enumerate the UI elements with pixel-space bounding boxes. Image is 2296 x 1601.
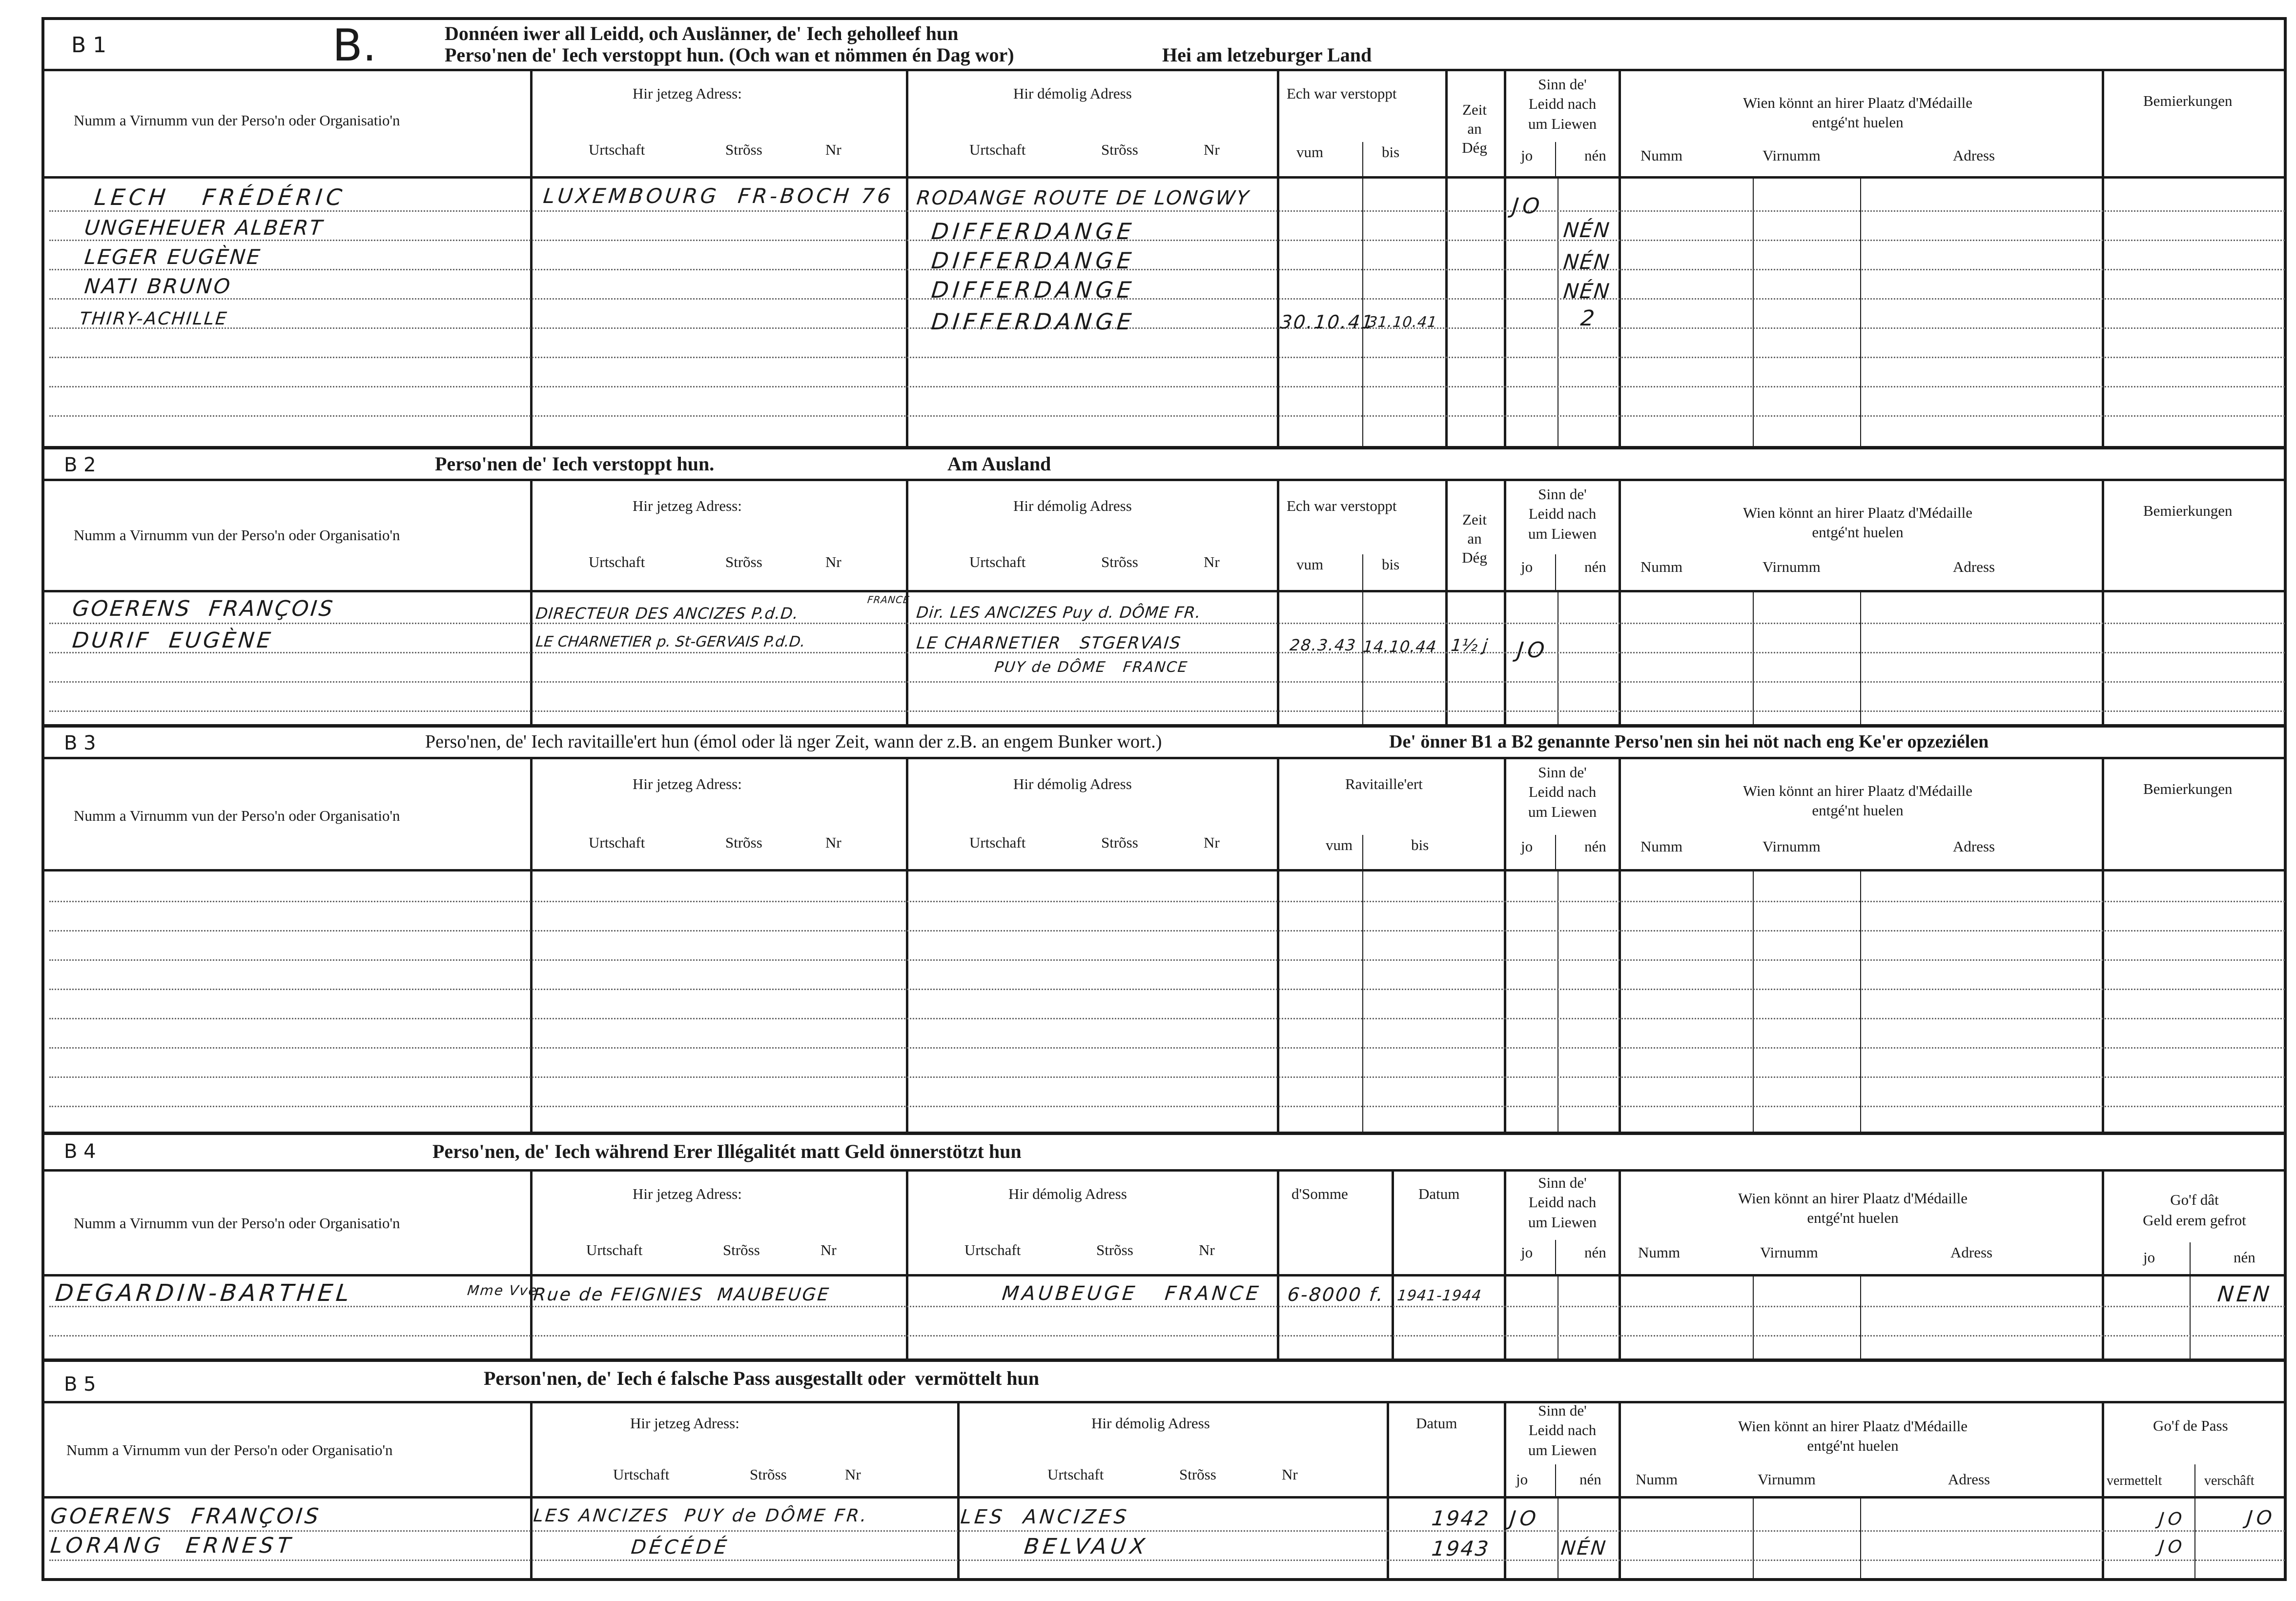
entry-name-sup: Mme Vve [466,1282,539,1298]
col-geld: Go'f dât Geld erem gefrot [2143,1191,2246,1229]
col-sinn: Sinn de' Leidd nach um Liewen [1528,1174,1597,1231]
col-adress: Adress [1948,1471,1990,1488]
entry-jo: JO [1516,638,1550,663]
col-urtschaft: Urtschaft [589,834,645,851]
col-numm2: Numm [1638,1244,1681,1261]
col-jo: jo [1516,1471,1528,1488]
col-nen: nén [1584,147,1606,164]
section-subtitle: Am Ausland [947,453,1051,475]
col-virnumm: Virnumm [1763,147,1821,164]
entry-datum: 1941-1944 [1396,1287,1482,1304]
col-jetzeg: Hir jetzeg Adress: [630,1415,739,1432]
col-medaille: Wien könnt an hirer Plaatz d'Médaille entgé'nt huelen [1742,94,1973,131]
col-nen: nén [1579,1471,1601,1488]
col-jo: jo [1521,1244,1533,1261]
col-bemierk: Bemierkungen [2143,502,2233,519]
entry-nen: NÉN [1562,218,1612,242]
entry-datum: 1943 [1430,1537,1491,1560]
entry-demolig: Dir. LES ANCIZES Puy d. DÔME FR. [915,603,1202,622]
col-urtschaft: Urtschaft [964,1241,1021,1258]
col-urtschaft: Urtschaft [586,1241,643,1258]
section-letter: B. [332,20,377,71]
col-nr: Nr [820,1241,837,1258]
col-stross: Strõss [1101,553,1138,570]
section-title: Perso'nen, de' Iech während Erer Illégalitét matt Geld önnerstötzt hun [432,1140,1022,1162]
section-b2 [41,446,2287,727]
entry-somme: 6-8000 f. [1286,1284,1386,1305]
col-somme: d'Somme [1292,1185,1348,1202]
entry-jetzeg-sup: FRANCE [866,594,910,606]
entry-vum: 30.10.41 [1279,311,1376,333]
col-virnumm: Virnumm [1760,1244,1818,1261]
col-virnumm: Virnumm [1758,1471,1816,1488]
section-code: B 4 [64,1140,96,1163]
entry-zeit: 1½ j [1450,636,1489,655]
section-note: De' önner B1 a B2 genannte Perso'nen sin hei nöt nach eng Ke'er opzeziélen [1389,731,1989,752]
col-demolig: Hir démolig Adress [1013,85,1132,102]
col-nr: Nr [1204,834,1220,851]
col-nr: Nr [1204,141,1220,158]
col-virnumm: Virnumm [1763,558,1821,575]
section-code: B 3 [64,732,96,754]
col-nr: Nr [825,834,841,851]
col-jo: jo [1521,838,1533,855]
section-title: Donnéen iwer all Leidd, och Auslänner, de' Iech geholleef hun [445,22,959,44]
entry-demolig: MAUBEUGE FRANCE [1001,1282,1263,1305]
col-jetzeg: Hir jetzeg Adress: [633,775,742,792]
entry-jo: JO [1508,1506,1541,1530]
entry-name: DEGARDIN-BARTHEL [54,1279,354,1307]
col-stross: Strõss [1101,834,1138,851]
entry-jetzeg: LES ANCIZES PUY de DÔME FR. [532,1506,870,1526]
col-bemierk: Bemierkungen [2143,780,2233,797]
col-geld-nen: nén [2234,1249,2255,1266]
section-code: B 2 [64,454,96,476]
entry-verschaft: JO [2245,1507,2277,1529]
col-sinn: Sinn de' Leidd nach um Liewen [1528,486,1597,542]
col-bis: bis [1382,556,1400,573]
entry-jetzeg: LE CHARNETIER p. St-GERVAIS P.d.D. [534,633,806,650]
col-bemierk: Bemierkungen [2143,92,2233,109]
entry-vermettelt: JO [2157,1537,2187,1557]
col-numm2: Numm [1640,838,1683,855]
col-jetzeg: Hir jetzeg Adress: [633,497,742,514]
section-subtitle: Perso'nen de' Iech verstoppt hun. (Och wan et nömmen én Dag wor) [445,44,1014,66]
col-numm2: Numm [1640,147,1683,164]
entry-demolig: BELVAUX [1023,1534,1150,1559]
section-title: Perso'nen de' Iech verstoppt hun. [435,453,715,475]
entry-name: THIRY-ACHILLE [78,309,229,329]
col-adress: Adress [1953,147,1995,164]
col-numm: Numm a Virnumm vun der Perso'n oder Organisatio'n [74,527,400,544]
entry-demolig: DIFFERDANGE [930,247,1137,274]
col-urtschaft: Urtschaft [969,834,1026,851]
col-urtschaft: Urtschaft [613,1466,670,1483]
section-code: B 1 [71,33,107,58]
col-nen: nén [1584,838,1606,855]
col-bis: bis [1382,143,1400,161]
entry-jetzeg: DÉCÉDÉ [630,1536,731,1559]
entry-name: NATI BRUNO [83,274,233,298]
col-numm2: Numm [1636,1471,1678,1488]
section-b1 [41,17,2287,449]
col-numm2: Numm [1640,558,1683,575]
entry-vum: 28.3.43 [1289,636,1357,654]
section-title: Perso'nen, de' Iech ravitaille'ert hun (émol oder lä nger Zeit, wann der z.B. an engem Bunker wort.) [425,731,1162,752]
entry-jo: JO [1511,194,1545,219]
col-adress: Adress [1950,1244,1993,1261]
col-stross: Strõss [725,553,762,570]
col-adress: Adress [1953,558,1995,575]
col-verstoppt: Ech war verstoppt [1287,85,1397,102]
col-zeit: Zeit an Dég [1462,101,1487,156]
col-medaille: Wien könnt an hirer Plaatz d'Médaille entgé'nt huelen [1738,1418,1968,1455]
col-vum: vum [1326,836,1353,853]
col-jo: jo [1521,558,1533,575]
entry-name: LORANG ERNEST [49,1533,296,1558]
entry-nen: NÉN [1559,1537,1608,1560]
col-zeit: Zeit an Dég [1462,511,1487,566]
entry-name: UNGEHEUER ALBERT [83,216,325,240]
col-nr: Nr [1282,1466,1298,1483]
col-sinn: Sinn de' Leidd nach um Liewen [1528,764,1597,820]
col-demolig: Hir démolig Adress [1091,1415,1210,1432]
entry-jetzeg: DIRECTEUR DES ANCIZES P.d.D. [534,604,800,623]
col-virnumm: Virnumm [1763,838,1821,855]
col-jo: jo [1521,147,1533,164]
col-nr: Nr [1199,1241,1215,1258]
col-nr: Nr [845,1466,861,1483]
col-numm: Numm a Virnumm vun der Perso'n oder Organisatio'n [74,112,400,129]
col-vum: vum [1296,143,1324,161]
col-nen: nén [1584,558,1606,575]
col-medaille: Wien könnt an hirer Plaatz d'Médaille entgé'nt huelen [1742,782,1973,819]
col-jetzeg: Hir jetzeg Adress: [633,1185,742,1202]
col-jetzeg: Hir jetzeg Adress: [633,85,742,102]
col-vum: vum [1296,556,1324,573]
section-code: B 5 [64,1373,96,1396]
col-urtschaft: Urtschaft [1047,1466,1104,1483]
col-urtschaft: Urtschaft [969,553,1026,570]
col-sinn: Sinn de' Leidd nach um Liewen [1528,76,1597,132]
entry-nen: NÉN [1562,250,1612,274]
entry-geld-nen: NEN [2216,1282,2274,1307]
col-nen: nén [1584,1244,1606,1261]
col-stross: Strõss [750,1466,787,1483]
section-subtitle-land: Hei am letzeburger Land [1162,44,1372,66]
col-numm: Numm a Virnumm vun der Perso'n oder Organisatio'n [66,1441,393,1459]
col-stross: Strõss [725,834,762,851]
col-urtschaft: Urtschaft [589,553,645,570]
entry-name: DURIF EUGÈNE [71,628,274,653]
entry-vermettelt: JO [2157,1509,2187,1529]
col-geld-jo: jo [2143,1249,2155,1266]
col-vermettelt: vermettelt [2107,1473,2162,1488]
col-pass: Go'f de Pass [2153,1417,2228,1434]
entry-name: LECH FRÉDÉRIC [93,184,348,210]
entry-jetzeg: LUXEMBOURG FR-BOCH 76 [542,184,895,208]
entry-datum: 1942 [1430,1506,1491,1530]
col-stross: Strõss [1101,141,1138,158]
entry-demolig: DIFFERDANGE [930,218,1137,244]
section-b5 [41,1359,2287,1581]
col-stross: Strõss [1179,1466,1216,1483]
col-numm: Numm a Virnumm vun der Perso'n oder Organisatio'n [74,807,400,824]
col-ravitailleert: Ravitaille'ert [1345,775,1423,792]
entry-demolig: DIFFERDANGE [930,277,1137,303]
col-datum: Datum [1416,1415,1457,1432]
entry-demolig: LE CHARNETIER STGERVAIS [915,633,1183,653]
col-verstoppt: Ech war verstoppt [1287,497,1397,514]
entry-name: GOERENS FRANÇOIS [71,596,336,621]
col-medaille: Wien könnt an hirer Plaatz d'Médaille entgé'nt huelen [1742,504,1973,541]
col-verschaft: verschâft [2204,1473,2255,1488]
entry-jetzeg: Rue de FEIGNIES MAUBEUGE [532,1285,831,1305]
col-datum: Datum [1418,1185,1460,1202]
section-title: Person'nen, de' Iech é falsche Pass ausgestallt oder vermöttelt hun [484,1367,1040,1389]
col-bis: bis [1411,836,1429,853]
entry-nen: NÉN [1562,279,1612,303]
col-nr: Nr [1204,553,1220,570]
col-medaille: Wien könnt an hirer Plaatz d'Médaille entgé'nt huelen [1738,1190,1968,1227]
entry-demolig: RODANGE ROUTE DE LONGWY [915,187,1251,209]
entry-bis: 14.10.44 [1362,637,1438,656]
entry-name: GOERENS FRANÇOIS [49,1504,322,1529]
col-adress: Adress [1953,838,1995,855]
entry-demolig: DIFFERDANGE [930,308,1137,335]
entry-demolig-line2: PUY de DÔME FRANCE [993,659,1189,676]
col-demolig: Hir démolig Adress [1013,497,1132,514]
section-b3 [41,725,2287,1135]
col-numm: Numm a Virnumm vun der Perso'n oder Organisatio'n [74,1215,400,1232]
col-demolig: Hir démolig Adress [1008,1185,1127,1202]
entry-demolig: LES ANCIZES [959,1506,1130,1528]
entry-name: LEGER EUGÈNE [83,245,263,269]
col-sinn: Sinn de' Leidd nach um Liewen [1528,1402,1597,1459]
col-urtschaft: Urtschaft [589,141,645,158]
entry-bis: 31.10.41 [1367,314,1438,331]
col-demolig: Hir démolig Adress [1013,775,1132,792]
col-stross: Strõss [1096,1241,1133,1258]
col-nr: Nr [825,141,841,158]
col-nr: Nr [825,553,841,570]
col-stross: Strõss [725,141,762,158]
entry-nen: 2 [1579,306,1600,331]
section-b4 [41,1132,2287,1361]
col-urtschaft: Urtschaft [969,141,1026,158]
col-stross: Strõss [723,1241,760,1258]
